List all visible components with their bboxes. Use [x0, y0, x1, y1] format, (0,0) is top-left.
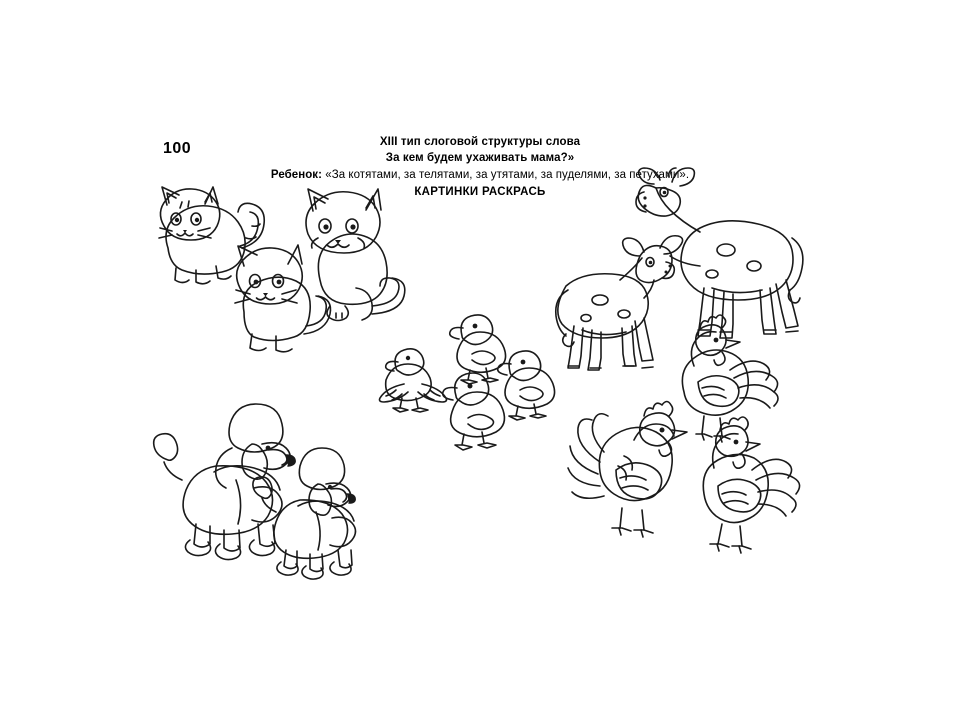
duckling-right: [498, 351, 555, 420]
page-number: 100: [163, 140, 192, 157]
header-instruction-line: КАРТИНКИ РАСКРАСЬ: [414, 185, 546, 198]
calf-small: [556, 236, 683, 370]
duckling-lower: [443, 373, 505, 450]
cat-sitting: [306, 189, 405, 321]
rooster-lower-right: [703, 417, 799, 553]
duckling-upper: [450, 315, 506, 384]
duckling-flapping: [380, 349, 447, 412]
header-block: [180, 134, 780, 200]
rooster-left: [568, 402, 687, 538]
header-title-line: XIII тип слоговой структуры слова: [379, 136, 581, 148]
kitten-sitting-small: [235, 245, 331, 352]
kitten-standing: [159, 187, 264, 284]
header-answer-line: [180, 167, 780, 183]
header-answer-prefix: Ребенок:: [270, 168, 322, 181]
header-question-line: За кем будем ухаживать мама?»: [385, 152, 575, 165]
rooster-upper-right: [682, 315, 778, 442]
poodle-large: [154, 404, 295, 560]
poodle-small: [253, 448, 356, 579]
header-answer-quote: «За котятами, за телятами, за утятами, за пуделями, за петухами».: [325, 168, 690, 181]
